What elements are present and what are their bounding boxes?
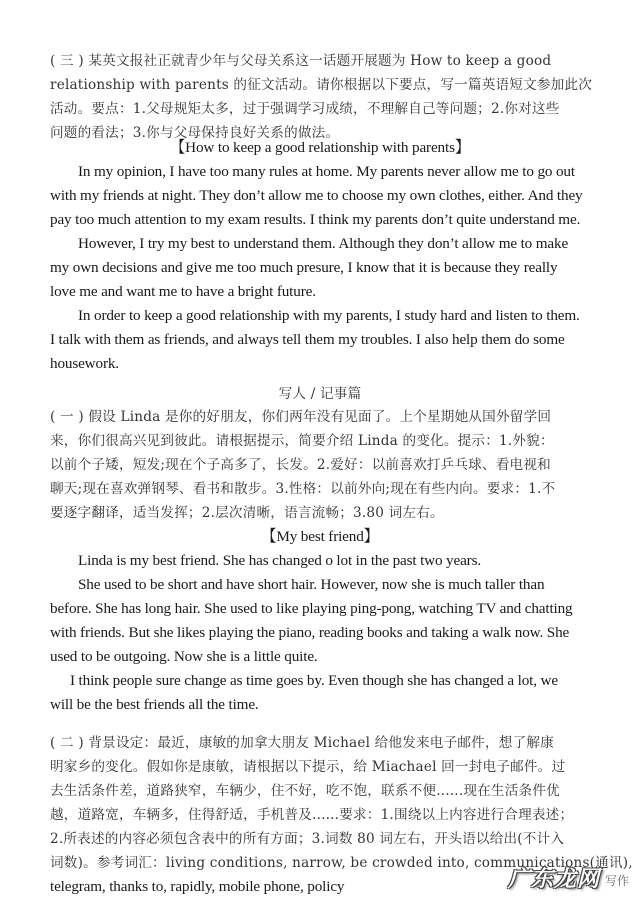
section3-prompt-line: 问题的看法；3.你与父母保持良好关系的做法。 <box>50 125 340 141</box>
section2-prompt-line: 2.所表述的内容必须包含表中的所有方面；3.词数 80 词左右，开头语以给出(不计入 <box>50 831 565 847</box>
section3-essay-title: 【How to keep a good relationship with parents】 <box>170 139 470 156</box>
section1-prompt-line: 以前个子矮，短发;现在个子高多了，长发。2.爱好：以前喜欢打乒乓球、看电视和 <box>50 457 551 473</box>
section1-prompt-line: 要逐字翻译，适当发挥；2.层次清晰，语言流畅；3.80 词左右。 <box>50 505 444 521</box>
section3-essay-line: In order to keep a good relationship with my parents, I study hard and listen to them. <box>78 307 580 324</box>
section1-prompt-line: ( 一 ) 假设 Linda 是你的好朋友，你们两年没有见面了。上个星期她从国外留学回 <box>50 409 552 425</box>
section3-essay-line: I talk with them as friends, and always tell them my troubles. I also help them do some <box>50 331 565 348</box>
section1-essay-line: will be the best friends all the time. <box>50 696 259 713</box>
section3-essay-line: However, I try my best to understand them. Although they don’t allow me to make <box>78 235 569 252</box>
section1-essay-line: with friends. But she likes playing the piano, reading books and taking a walk now. She <box>50 624 570 641</box>
section2-prompt-line: telegram, thanks to, rapidly, mobile phone, policy <box>50 878 345 895</box>
section1-essay-line: She used to be short and have short hair. However, now she is much taller than <box>78 576 545 593</box>
section2-prompt-line: 明家乡的变化。假如你是康敏，请根据以下提示，给 Miachael 回一封电子邮件。过 <box>50 759 566 775</box>
section3-essay-line: my own decisions and give me too much presure, I know that it is because they really <box>50 259 558 276</box>
section2-prompt-line: 越，道路宽，车辆多，住得舒适，手机普及......要求：1.围绕以上内容进行合理表述； <box>50 807 574 823</box>
section3-essay-line: pay too much attention to my exam results. I think my parents don’t quite understand me. <box>50 211 581 228</box>
section2-prompt-line: ( 二 ) 背景设定：最近，康敏的加拿大朋友 Michael 给他发来电子邮件，想了解康 <box>50 735 554 751</box>
section1-prompt-line: 来，你们很高兴见到彼此。请根据提示，简要介绍 Linda 的变化。提示：1.外貌： <box>50 433 554 449</box>
section1-essay-line: before. She has long hair. She used to like playing ping-pong, watching TV and chatting <box>50 600 573 617</box>
section1-essay-line: I think people sure change as time goes by. Even though she has changed a lot, we <box>70 672 558 689</box>
section1-essay-line: used to be outgoing. Now she is a little quite. <box>50 648 318 665</box>
section1-prompt-line: 聊天;现在喜欢弹钢琴、看书和散步。3.性格：以前外向;现在有些内向。要求：1.不 <box>50 481 556 497</box>
section3-essay-line: In my opinion, I have too many rules at home. My parents never allow me to go out <box>78 163 575 180</box>
watermark-sub: 写作 <box>605 874 630 888</box>
section3-essay-line: love me and want me to have a bright future. <box>50 283 316 300</box>
section2-prompt-line: 去生活条件差，道路狭窄，车辆少，住不好，吃不饱，联系不便......现在生活条件优 <box>50 783 560 799</box>
section1-essay-line: Linda is my best friend. She has changed o lot in the past two years. <box>78 552 481 569</box>
section3-prompt-line: ( 三 ) 某英文报社正就青少年与父母关系这一话题开展题为 How to keep a good <box>50 53 552 69</box>
section3-essay-line: with my friends at night. They don’t allow me to choose my own clothes, either. And they <box>50 187 583 204</box>
section1-essay-title: 【My best friend】 <box>261 528 379 545</box>
section3-essay-line: housework. <box>50 355 119 372</box>
category-heading: 写人 / 记事篇 <box>278 386 362 402</box>
section3-prompt-line: relationship with parents 的征文活动。请你根据以下要点，写一篇英语短文参加此次 <box>50 77 593 93</box>
section2-prompt-line: 词数)。参考词汇：living conditions, narrow, be crowded into, communications(通讯), <box>50 855 633 871</box>
section3-prompt-line: 活动。要点：1.父母规矩太多，过于强调学习成绩，不理解自己等问题；2.你对这些 <box>50 101 560 117</box>
watermark-logo: 广东龙网 <box>508 867 601 892</box>
